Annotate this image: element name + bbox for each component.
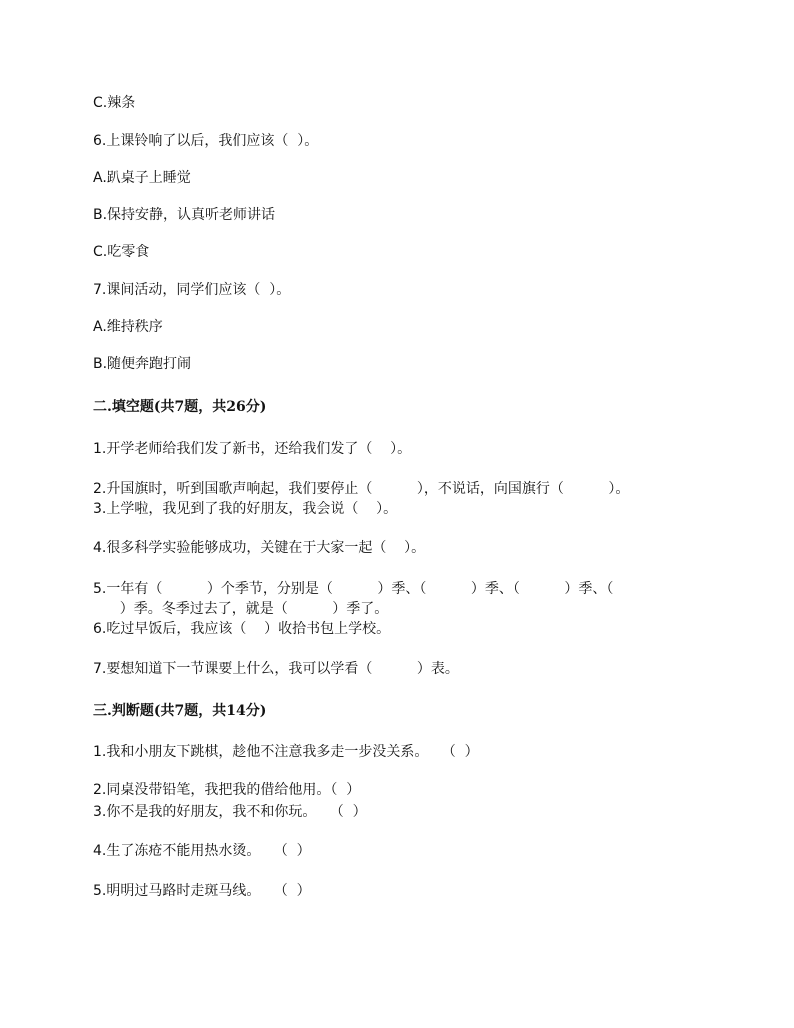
section-heading-fill-blank: 二.填空题(共7题，共26分)	[93, 399, 267, 415]
judgement-item: 5.明明过马路时走斑马线。 （ ）	[93, 883, 311, 899]
section-heading-judgement: 三.判断题(共7题，共14分)	[93, 703, 267, 719]
fill-blank-item: 4.很多科学实验能够成功，关键在于大家一起（ ）。	[93, 540, 426, 556]
fill-blank-item: 6.吃过早饭后，我应该（ ）收拾书包上学校。	[93, 621, 391, 637]
option-a: A.趴桌子上睡觉	[93, 170, 191, 186]
fill-blank-item: 3.上学啦，我见到了我的好朋友，我会说（ ）。	[93, 501, 398, 517]
option-a: A.维持秩序	[93, 319, 163, 335]
fill-blank-item: 7.要想知道下一节课要上什么，我可以学看（ ）表。	[93, 661, 459, 677]
judgement-item: 2.同桌没带铅笔，我把我的借给他用。（ ）	[93, 782, 361, 798]
question-7: 7.课间活动，同学们应该（ ）。	[93, 282, 291, 298]
fill-blank-item: 5.一年有（ ）个季节，分别是（ ）季、（ ）季、（ ）季、（	[93, 581, 614, 597]
fill-blank-item-continued: ）季。冬季过去了，就是（ ）季了。	[93, 601, 389, 617]
fill-blank-item: 2.升国旗时，听到国歌声响起，我们要停止（ ），不说话，向国旗行（ ）。	[93, 481, 630, 497]
option-b: B.随便奔跑打闹	[93, 356, 192, 372]
option-c: C.吃零食	[93, 244, 150, 260]
question-6: 6.上课铃响了以后，我们应该（ ）。	[93, 133, 319, 149]
option-6c-prev: C.辣条	[93, 95, 136, 111]
judgement-item: 4.生了冻疮不能用热水烫。 （ ）	[93, 843, 311, 859]
judgement-item: 1.我和小朋友下跳棋，趁他不注意我多走一步没关系。 （ ）	[93, 744, 479, 760]
fill-blank-item: 1.开学老师给我们发了新书，还给我们发了（ ）。	[93, 441, 412, 457]
option-b: B.保持安静，认真听老师讲话	[93, 207, 276, 223]
judgement-item: 3.你不是我的好朋友，我不和你玩。 （ ）	[93, 804, 367, 820]
